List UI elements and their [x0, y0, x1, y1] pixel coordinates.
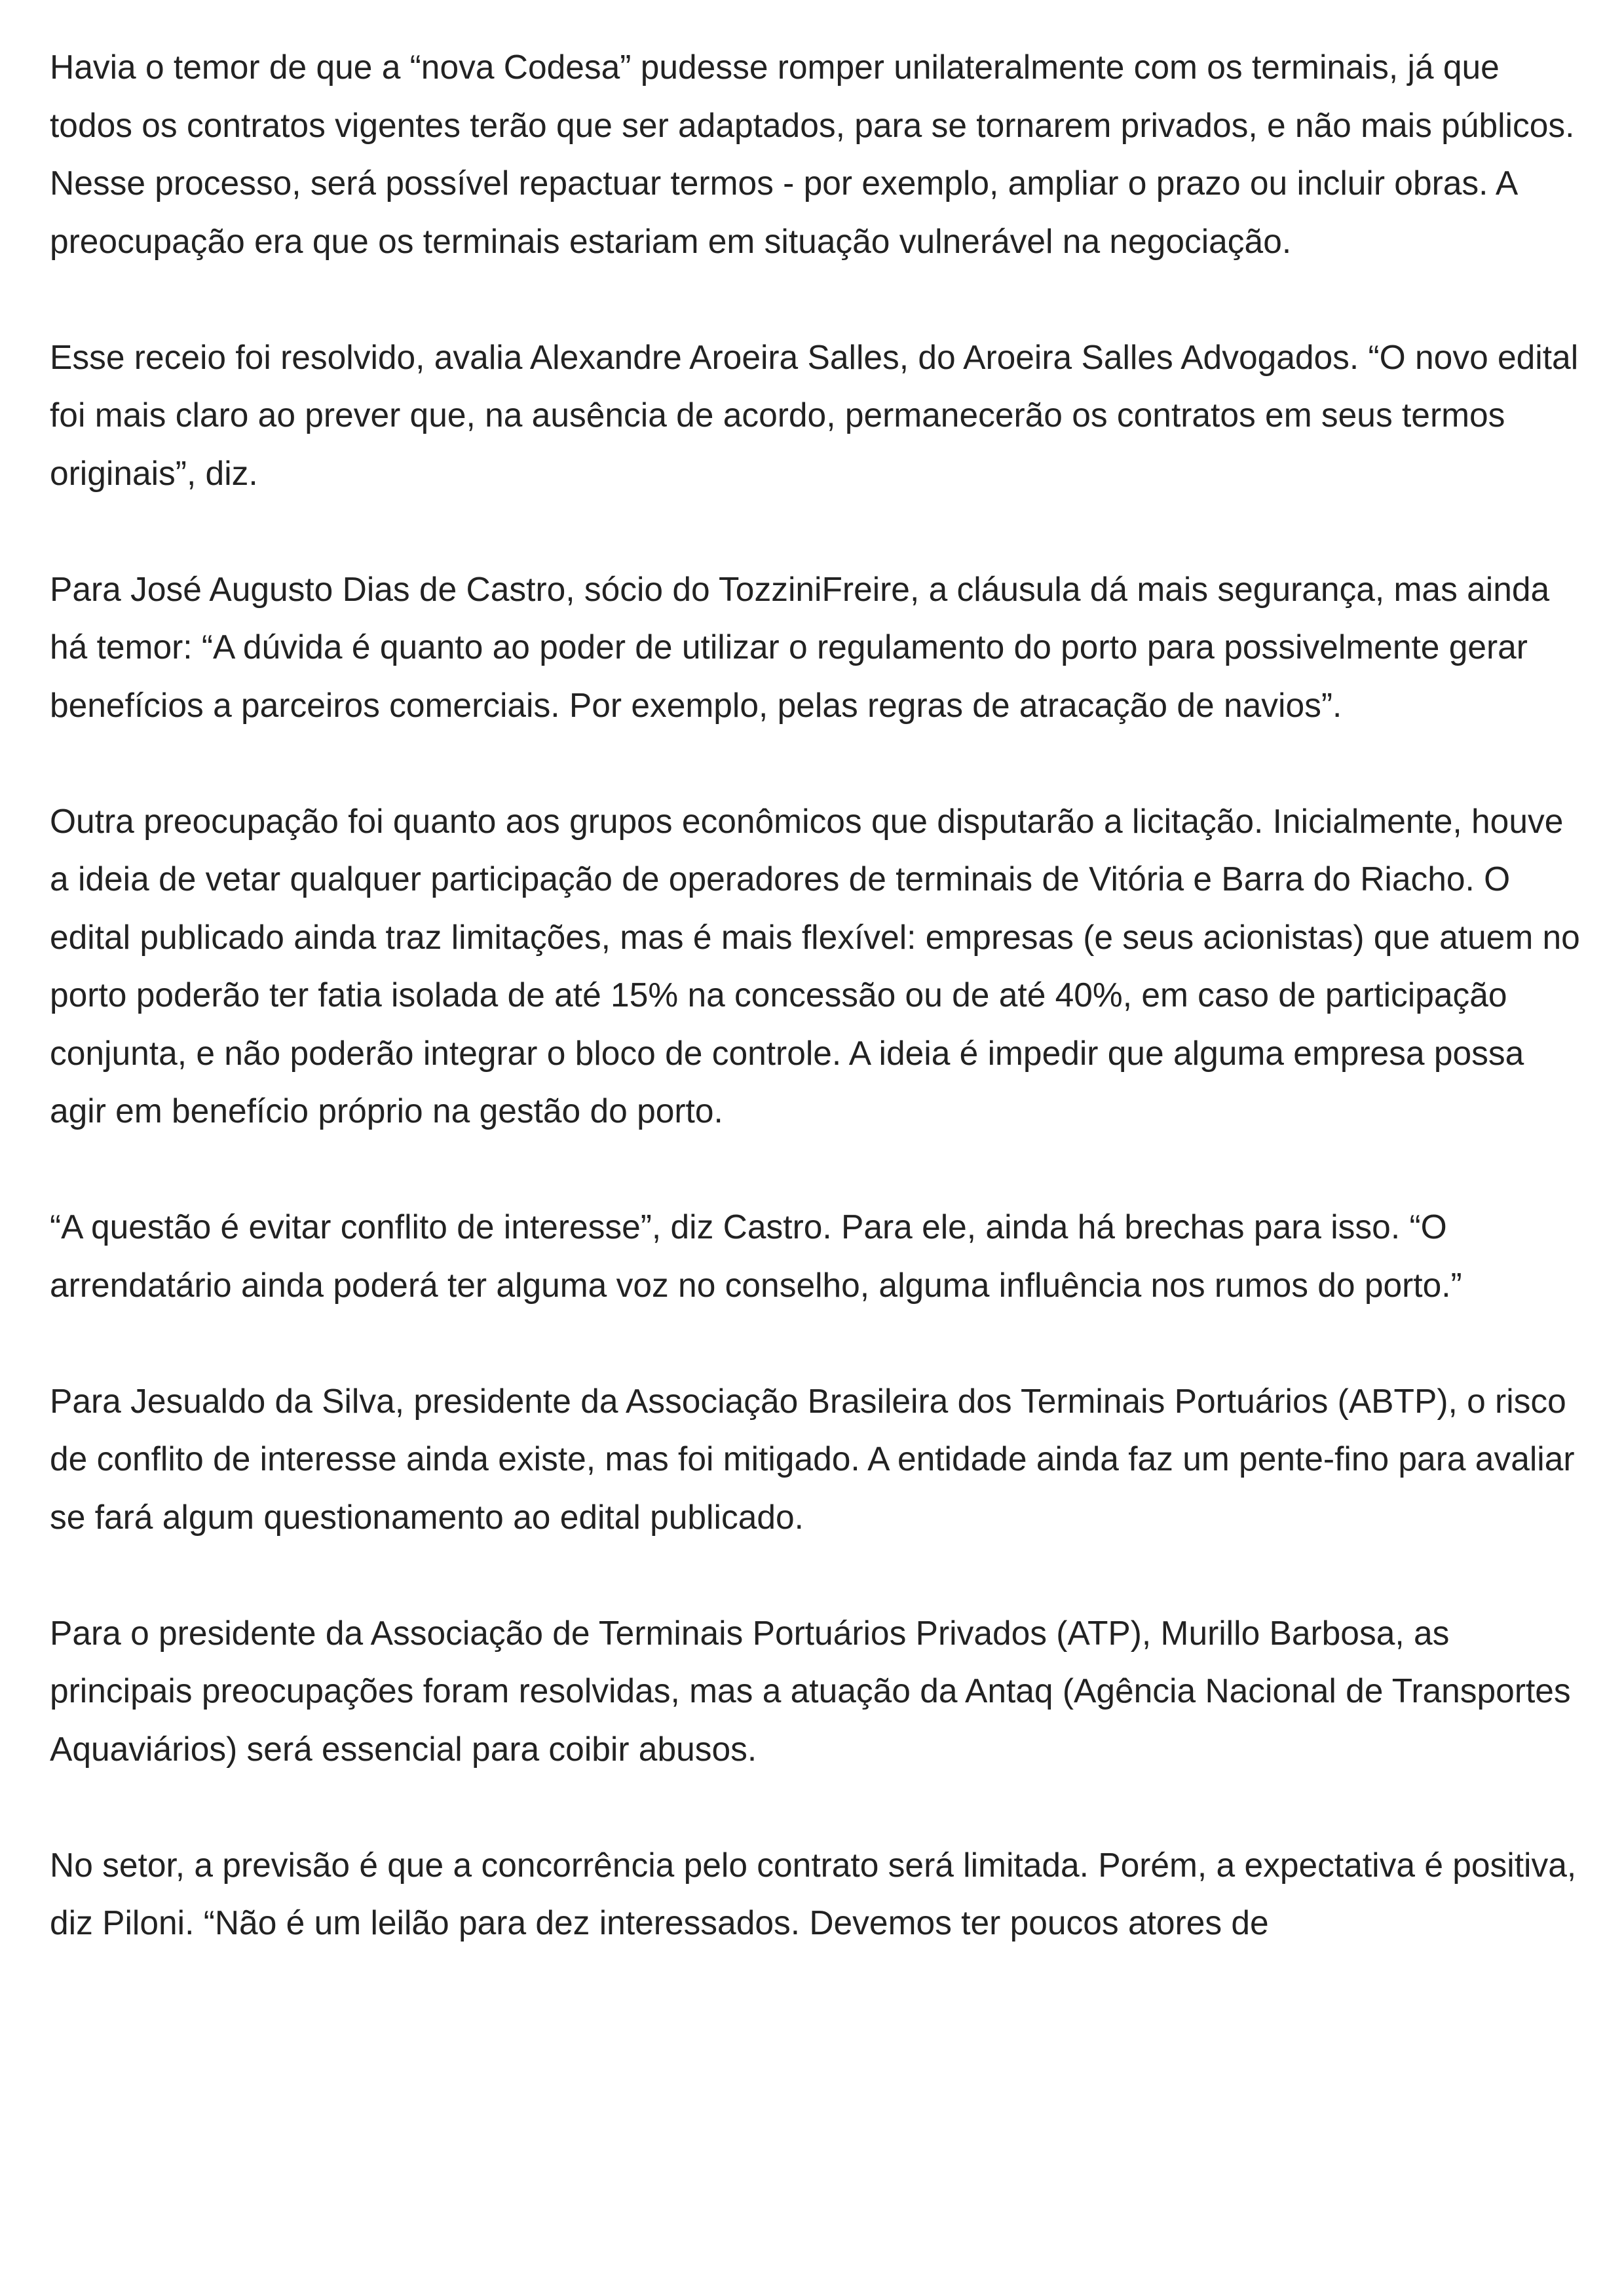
paragraph-conflict-of-interest: “A questão é evitar conflito de interesse”, diz Castro. Para ele, ainda há brechas para isso. “O arrendatário ainda poderá ter alguma voz no conselho, alguma influência nos rumos do porto.”: [50, 1208, 1462, 1304]
paragraph-economic-groups: Outra preocupação foi quanto aos grupos econômicos que disputarão a licitação. Inicialmente, houve a ideia de vetar qualquer participação de operadores de terminais de Vitória e Barra do Riacho. O edital publicado ainda traz limitações, mas é mais flexível: empresas (e seus acionistas) que atuem no porto poderão ter fatia isolada de até 15% na concessão ou de até 40%, em caso de participação conjunta, e não poderão integrar o bloco de controle. A ideia é impedir que alguma empresa possa agir em benefício próprio na gestão do porto.: [50, 801, 1580, 1130]
article-body: [50, 38, 1586, 1952]
paragraph-aroeira-salles: Esse receio foi resolvido, avalia Alexandre Aroeira Salles, do Aroeira Salles Advogados. “O novo edital foi mais claro ao prever que, na ausência de acordo, permanecerão os contratos em seus termos originais”, diz.: [50, 337, 1579, 492]
paragraph-dias-de-castro: Para José Augusto Dias de Castro, sócio do TozziniFreire, a cláusula dá mais segurança, mas ainda há temor: “A dúvida é quanto ao poder de utilizar o regulamento do porto para possivelmente gerar benefícios a parceiros comerciais. Por exemplo, pelas regras de atracação de navios”.: [50, 569, 1550, 724]
paragraph-sector-expectation: No setor, a previsão é que a concorrência pelo contrato será limitada. Porém, a expectativa é positiva, diz Piloni. “Não é um leilão para dez interessados. Devemos ter poucos atores de: [50, 1845, 1577, 1942]
paragraph-murillo-atp: Para o presidente da Associação de Terminais Portuários Privados (ATP), Murillo Barbosa, as principais preocupações foram resolvidas, mas a atuação da Antaq (Agência Nacional de Transportes Aquaviários) será essencial para coibir abusos.: [50, 1613, 1571, 1768]
paragraph-codesa-fear: Havia o temor de que a “nova Codesa” pudesse romper unilateralmente com os terminais, já que todos os contratos vigentes terão que ser adaptados, para se tornarem privados, e não mais públicos. Nesse processo, será possível repactuar termos - por exemplo, ampliar o prazo ou incluir obras. A preocupação era que os terminais estariam em situação vulnerável na negociação.: [50, 48, 1575, 260]
paragraph-jesualdo-abtp: Para Jesualdo da Silva, presidente da Associação Brasileira dos Terminais Portuários (ABTP), o risco de conflito de interesse ainda existe, mas foi mitigado. A entidade ainda faz um pente-fino para avaliar se fará algum questionamento ao edital publicado.: [50, 1381, 1575, 1536]
